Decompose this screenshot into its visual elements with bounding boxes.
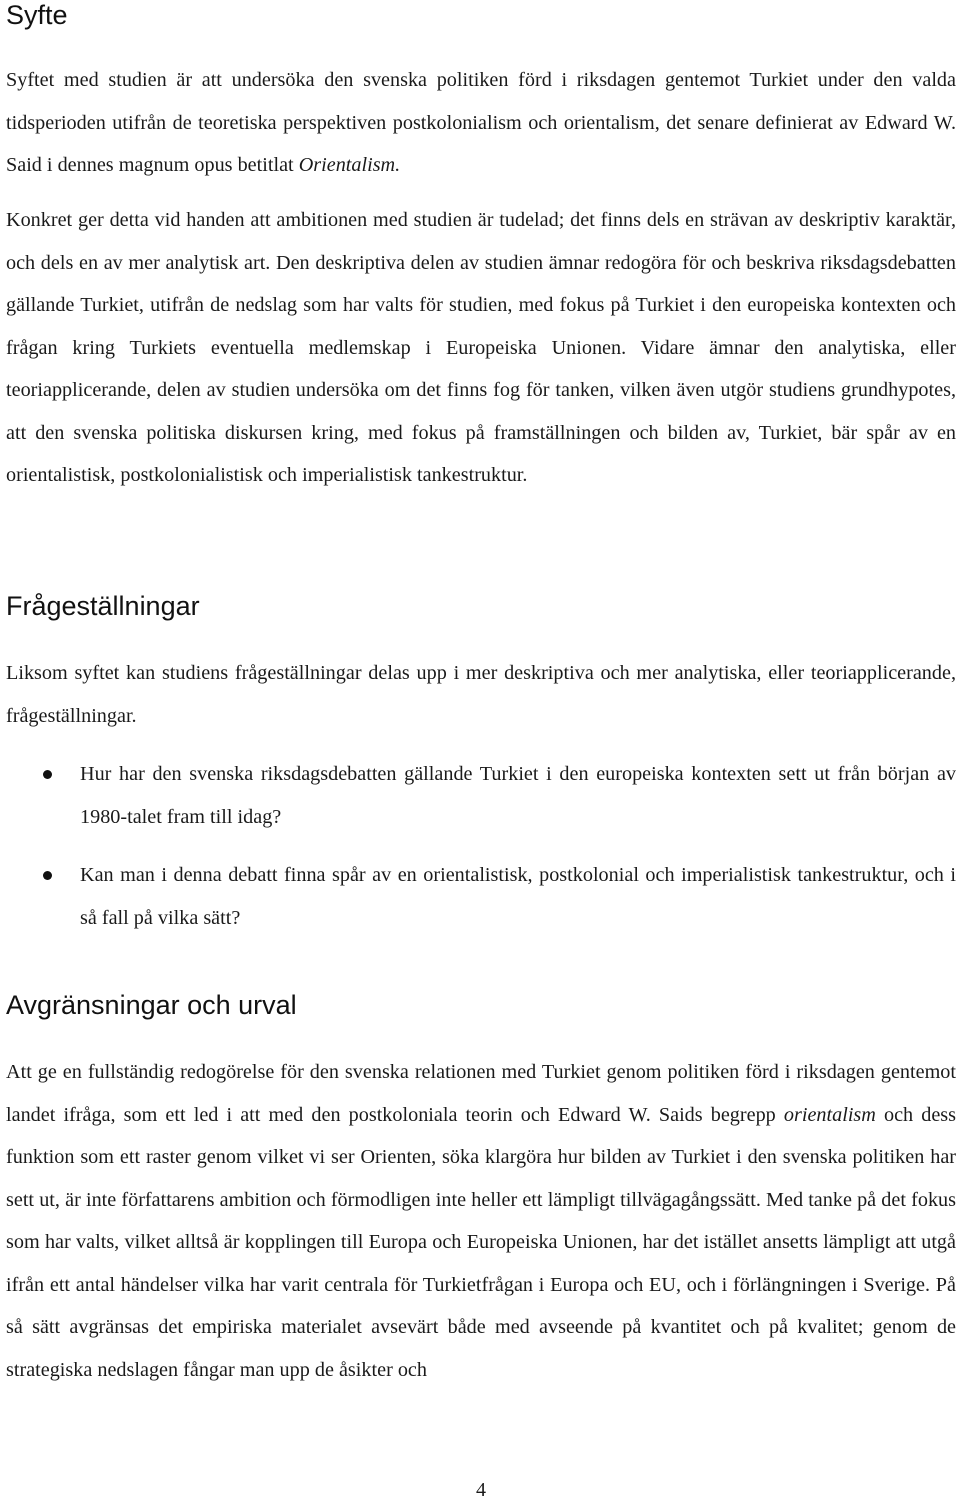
list-item-text: Hur har den svenska riksdagsdebatten gällande Turkiet i den europeiska kontexten sett ut från början av 1980-talet fram till idag? — [80, 763, 956, 828]
bullet-icon — [43, 770, 52, 779]
paragraph-syfte-2: Konkret ger detta vid handen att ambitionen med studien är tudelad; det finns dels en strävan av deskriptiv karaktär, och dels en av mer analytisk art. Den deskriptiva delen av studien ämnar redogöra för och beskriva riksdagsdebatten gällande Turkiet, utifrån de nedslag som har valts för studien, med fokus på Turkiet i den europeiska kontexten och frågan kring Turkiets eventuella medlemskap i Europeiska Unionen. Vidare ämnar den analytiska, eller teoriapplicerande, delen av studien undersöka om det finns fog för tanken, vilken även utgör studiens grundhypotes, att den svenska politiska diskursen kring, med fokus på framställningen och bilden av, Turkiet, bär spår av en orientalistisk, postkolonialistisk och imperialistisk tankestruktur. — [6, 209, 956, 486]
list-item-text: Kan man i denna debatt finna spår av en orientalistisk, postkolonial och imperialistisk tankestruktur, och i så fall på vilka sätt? — [80, 864, 956, 929]
paragraph-avgransningar-text-2: och dess funktion som ett raster genom vilket vi ser Orienten, söka klargöra hur bilden av Turkiet i den svenska politiken har sett ut, är inte författarens ambition och förmodligen inte heller ett lämpligt tillvägagångssätt. Med tanke på det fokus som har valts, vilket alltså är kopplingen till Europa och Europeiska Unionen, har det istället ansetts lämpligt att utgå ifrån ett antal händelser vilka har varit centrala för Turkietfrågan i Europa och EU, och i förlängningen i Sverige. På så sätt avgränsas det empiriska materialet avsevärt både med avseende på kvantitet och på kvalitet; genom de strategiska nedslagen fångar man upp de åsikter och — [6, 1103, 957, 1381]
paragraph-avgransningar-italic: orientalism — [783, 1103, 876, 1126]
page-number: 4 — [476, 1479, 486, 1501]
section-heading-syfte: Syfte — [6, 0, 68, 30]
section-heading-avgransningar: Avgränsningar och urval — [6, 990, 297, 1020]
paragraph-avgransningar-text-1: Att ge en fullständig redogörelse för den svenska relationen med Turkiet genom politiken förd i riksdagen gentemot landet ifråga, som ett led i att med den postkoloniala teorin och Edward W. Saids begrepp — [6, 1061, 956, 1126]
paragraph-syfte-1 — [6, 59, 956, 187]
bullet-icon — [43, 871, 52, 880]
paragraph-syfte-1-italic: Orientalism. — [298, 154, 401, 176]
paragraph-syfte-1-text: Syftet med studien är att undersöka den svenska politiken förd i riksdagen gentemot Turkiet under den valda tidsperioden utifrån de teoretiska perspektiven postkolonialism och orientalism, det senare definierat av Edward W. Said i dennes magnum opus betitlat — [6, 69, 956, 176]
document-page — [6, 0, 956, 1505]
paragraph-fragestallningar-intro: Liksom syftet kan studiens frågeställningar delas upp i mer deskriptiva och mer analytiska, eller teoriapplicerande, frågeställningar. — [6, 662, 956, 727]
paragraph-avgransningar — [6, 1051, 956, 1391]
section-heading-fragestallningar: Frågeställningar — [6, 591, 200, 621]
list-item — [6, 854, 956, 939]
question-list — [6, 753, 956, 955]
list-item — [6, 753, 956, 838]
